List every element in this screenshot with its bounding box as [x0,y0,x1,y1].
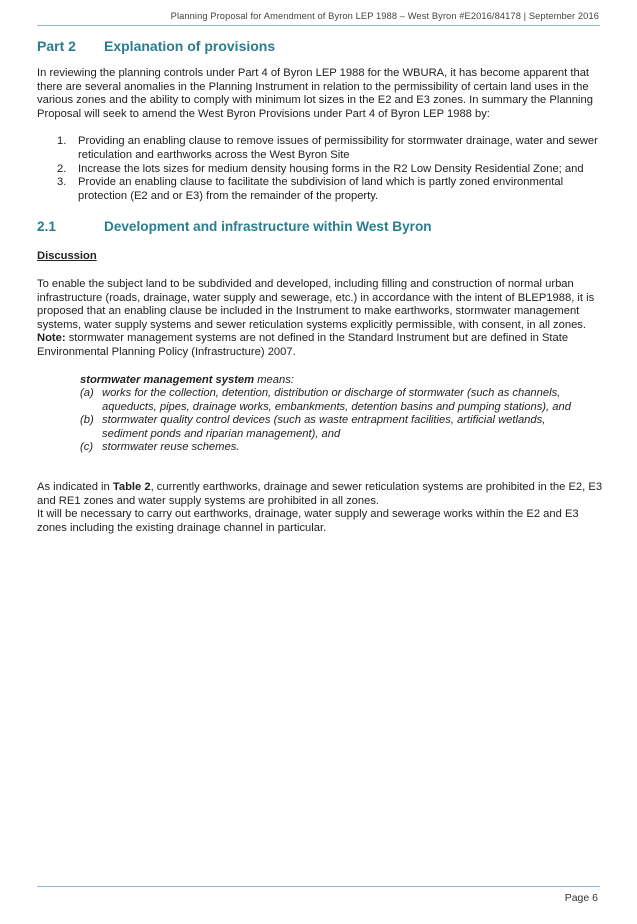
definition-item [80,441,580,455]
list-item [57,176,603,203]
list-marker: 2. [57,162,67,175]
discussion-paragraph [37,278,603,360]
intro-paragraph: In reviewing the planning controls under Part 4 of Byron LEP 1988 for the WBURA, it has become apparent that there are several anomalies in the Planning Instrument in relation to the permissibility of certain land uses in the various zones and the ability to comply with minimum lot sizes in the E2 and E3 zones. In summary the Planning Proposal will seek to amend the West Byron Provisions under Part 4 of Byron LEP 1988 by: [37,67,593,120]
definition-marker: (a) [80,387,94,400]
definition-block [80,374,580,456]
list-marker: 3. [57,176,67,189]
definition-item-text: works for the collection, detention, distribution or discharge of stormwater (such as channels, aqueducts, pipes, drainage works, embankments, detention basins and pumping stations), and [102,387,571,413]
definition-marker: (c) [80,441,94,454]
table-ref-text: As indicated in [37,481,113,494]
table-reference-paragraph [37,481,603,508]
header-rule [37,25,600,26]
page-number: Page 6 [564,892,598,904]
definition-item-text: stormwater reuse schemes. [102,441,240,454]
table-ref-text-after: , currently earthworks, drainage and sewer reticulation systems are prohibited in the E2, E3 and RE1 zones and water supply systems are prohibited in all zones. [37,481,603,507]
definition-means: means: [254,373,294,386]
running-header: Planning Proposal for Amendment of Byron LEP 1988 – West Byron #E2016/84178 | September 2016 [170,11,599,21]
list-item-text: Providing an enabling clause to remove issues of permissibility for stormwater drainage, water and sewer reticulation and earthworks across the West Byron Site [78,135,598,161]
definition-intro [80,374,580,388]
list-item [57,135,603,162]
page-content [37,37,603,535]
list-item-text: Increase the lots sizes for medium density housing forms in the R2 Low Density Residential Zone; and [78,162,584,175]
definition-term: stormwater management system [80,373,255,386]
section-title: Explanation of provisions [104,38,276,54]
subsection-number: 2.1 [37,219,56,235]
note-label: Note: [37,332,66,345]
definition-marker: (b) [80,414,94,427]
definition-item [80,414,580,441]
section-heading [37,37,603,55]
footer-rule [37,886,600,887]
provisions-list [37,135,603,203]
subsection-title: Development and infrastructure within West Byron [104,219,432,235]
note-text: stormwater management systems are not defined in the Standard Instrument but are defined in State Environmental Planning Policy (Infrastructure) 2007. [37,332,569,358]
table-reference: Table 2 [112,481,151,494]
definition-item-text: stormwater quality control devices (such as waste entrapment facilities, artificial wetlands, sediment ponds and riparian management), and [102,414,546,440]
list-item [57,163,603,177]
subsection-heading [37,218,603,236]
section-number: Part 2 [37,38,76,54]
works-paragraph: It will be necessary to carry out earthworks, drainage, water supply and sewerage works within the E2 and E3 zones including the existing drainage channel in particular. [37,508,579,534]
discussion-heading: Discussion [37,250,97,263]
discussion-text: To enable the subject land to be subdivided and developed, including filling and construction of normal urban infrastructure (roads, drainage, water supply and sewerage, etc.) in accordance with the intent of BLEP1988, it is proposed that an enabling clause be included in the Instrument to make earthworks, stormwater management systems, water supply systems and sewer reticulation systems explicitly permissible, with consent, in all zones. [37,277,595,331]
definition-item [80,387,580,414]
list-marker: 1. [57,135,67,148]
list-item-text: Provide an enabling clause to facilitate the subdivision of land which is partly zoned environmental protection (E2 and or E3) from the remainder of the property. [78,176,564,202]
